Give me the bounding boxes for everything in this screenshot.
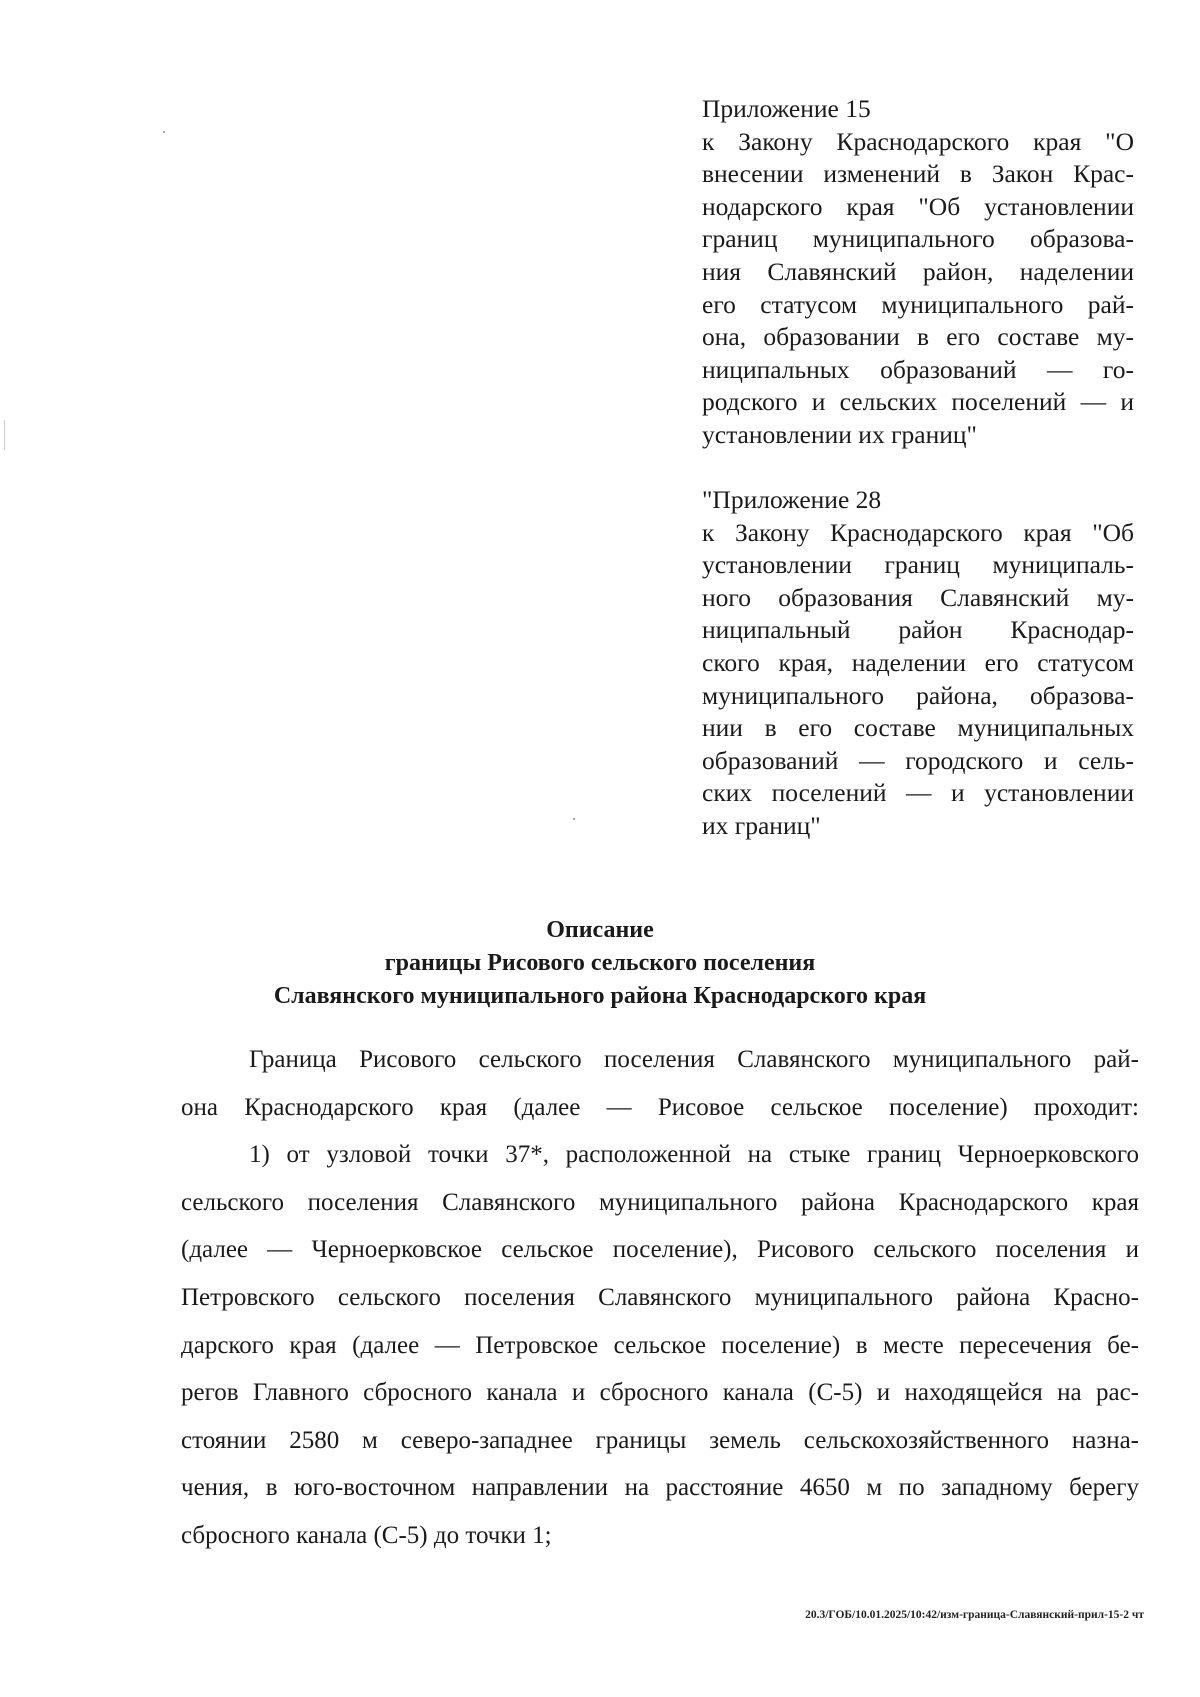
appendix-28-line: ских поселений — и установлении: [702, 778, 1134, 808]
heading-line-3: Славянского муниципального района Краснодарского края: [273, 983, 927, 1009]
boundary-description-body: [181, 1036, 1139, 1560]
appendix-15-line: к Закону Краснодарского края "О: [702, 126, 1134, 156]
body-line: Петровского сельского поселения Славянского муниципального района Красно-: [181, 1283, 1139, 1311]
body-line: стоянии 2580 м северо-западнее границы земель сельскохозяйственного назна-: [181, 1426, 1139, 1454]
body-line: чения, в юго-восточном направлении на расстояние 4650 м по западному берегу: [181, 1474, 1139, 1502]
body-line: регов Главного сбросного канала и сбросного канала (С-5) и находящейся на рас-: [181, 1379, 1139, 1407]
scan-speck: [4, 420, 5, 450]
appendix-28-line: их границ": [702, 810, 821, 840]
body-line: сельского поселения Славянского муниципального района Краснодарского края: [181, 1188, 1139, 1216]
appendix-15-line: нодарского края "Об установлении: [702, 191, 1134, 221]
document-footer-code: 20.3/ГОБ/10.01.2025/10:42/изм-граница-Славянский-прил-15-2 чт: [805, 1609, 1144, 1621]
appendix-15-header: [702, 93, 1134, 452]
appendix-28-line: к Закону Краснодарского края "Об: [702, 517, 1134, 547]
description-heading: [0, 914, 1200, 1013]
appendix-15-line: она, образовании в его составе му-: [702, 322, 1134, 352]
body-line: она Краснодарского края (далее — Рисовое сельское поселение) проходит:: [181, 1093, 1139, 1121]
appendix-28-header: [702, 484, 1134, 843]
body-line: сбросного канала (С-5) до точки 1;: [181, 1521, 552, 1549]
body-line: 1) от узловой точки 37*, расположенной на стыке границ Черноерковского: [249, 1141, 1139, 1169]
appendix-15-title: Приложение 15: [702, 94, 871, 123]
appendix-28-line: нии в его составе муниципальных: [702, 713, 1134, 743]
scan-speck: [573, 818, 575, 820]
body-line: дарского края (далее — Петровское сельское поселение) в месте пересечения бе-: [181, 1331, 1139, 1359]
appendix-15-line: его статусом муниципального рай-: [702, 289, 1134, 319]
appendix-15-line: границ муниципального образова-: [702, 224, 1134, 254]
appendix-15-line: ния Славянский район, наделении: [702, 256, 1134, 286]
appendix-28-line: ниципальный район Краснодар-: [702, 615, 1134, 645]
appendix-28-title: "Приложение 28: [702, 485, 882, 514]
heading-line-2: границы Рисового сельского поселения: [384, 950, 816, 976]
appendix-28-line: ского края, наделении его статусом: [702, 647, 1134, 677]
appendix-15-line: внесении изменений в Закон Крас-: [702, 159, 1134, 189]
appendix-15-line: ниципальных образований — го-: [702, 354, 1134, 384]
appendix-28-line: установлении границ муниципаль-: [702, 550, 1134, 580]
body-line: Граница Рисового сельского поселения Славянского муниципального рай-: [249, 1046, 1139, 1073]
scan-speck: [163, 131, 165, 133]
heading-line-1: Описание: [546, 917, 654, 943]
appendix-28-line: муниципального района, образова-: [702, 680, 1134, 710]
appendix-15-line: родского и сельских поселений — и: [702, 387, 1134, 417]
body-line: (далее — Черноерковское сельское поселение), Рисового сельского поселения и: [181, 1236, 1139, 1264]
appendix-15-line: установлении их границ": [702, 419, 977, 449]
appendix-28-line: образований — городского и сель-: [702, 745, 1134, 775]
appendix-28-line: ного образования Славянский му-: [702, 582, 1134, 612]
